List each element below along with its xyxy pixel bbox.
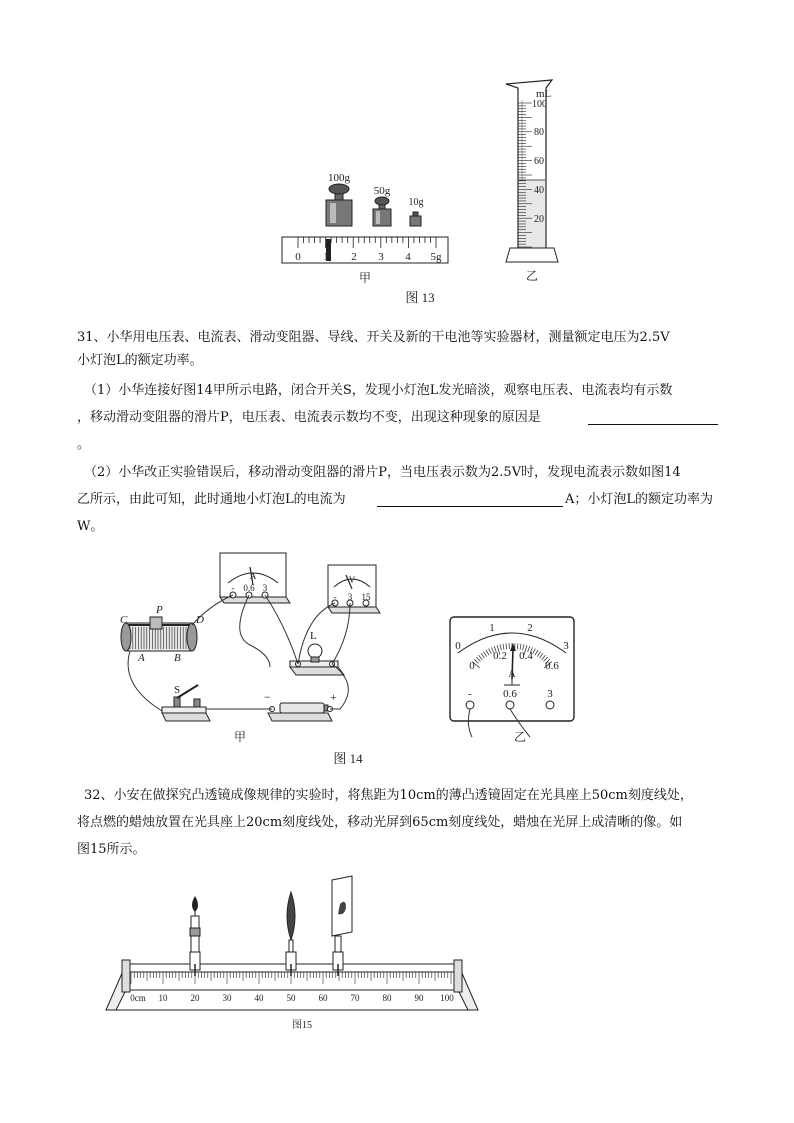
battery-minus: − — [264, 690, 271, 704]
battery-plus: + — [330, 690, 337, 704]
figure-15 — [100, 868, 490, 1038]
bench-tick-30: 30 — [222, 993, 232, 1003]
weight-100g-label: 100g — [328, 172, 350, 184]
meter-top-1: 1 — [489, 622, 495, 634]
beam-tick-3: 3 — [378, 251, 384, 263]
q31-answer-blank-1[interactable] — [588, 412, 718, 425]
meter-terminal-3: 3 — [547, 688, 553, 700]
meter-bottom-06: 0.6 — [545, 660, 559, 672]
lamp — [290, 644, 344, 675]
bench-tick-0: 0cm — [130, 993, 146, 1003]
voltmeter-terminal-neg: - — [333, 592, 337, 602]
rheostat-label-p: P — [156, 604, 163, 616]
q32-line-3: 图15所示。 — [77, 842, 146, 857]
battery — [268, 703, 333, 721]
q31-part2-line-2b: A；小灯泡L的额定功率为 — [565, 492, 714, 507]
ammeter-terminal-neg: - — [231, 583, 235, 593]
rheostat-label-a: A — [138, 652, 145, 664]
fig13-label-yi: 乙 — [525, 269, 539, 283]
ammeter-letter: A — [249, 571, 257, 581]
bench-tick-100: 100 — [440, 993, 454, 1003]
q32-line-1: 32、小安在做探究凸透镜成像规律的实验时，将焦距为10cm的薄凸透镜固定在光具座上50cm刻度线处， — [84, 788, 693, 803]
bench-tick-20: 20 — [190, 993, 200, 1003]
candle — [190, 896, 200, 976]
beam-tick-1: 1 — [323, 251, 329, 263]
rheostat-label-d: D — [196, 614, 204, 626]
fig14-label-jia: 甲 — [233, 730, 247, 744]
q31-part1-line-1: （1）小华连接好图14甲所示电路，闭合开关S，发现小灯泡L发光暗淡，观察电压表、电流表均有示数 — [84, 383, 673, 398]
bench-tick-40: 40 — [254, 993, 264, 1003]
fig13-label-jia: 甲 — [358, 271, 372, 285]
fig14-caption: 图 14 — [333, 751, 363, 766]
light-screen — [332, 876, 352, 976]
lamp-label: L — [310, 630, 317, 642]
rheostat-label-b: B — [174, 652, 181, 664]
beam-tick-0: 0 — [295, 251, 301, 263]
q31-line-1: 31、小华用电压表、电流表、滑动变阻器、导线、开关及新的干电池等实验器材，测量额定电压为2.5V — [77, 330, 670, 345]
cylinder-unit: mL — [536, 88, 552, 100]
bench-tick-10: 10 — [158, 993, 168, 1003]
cylinder-tick-60: 60 — [534, 156, 544, 167]
voltmeter-letter: V — [348, 575, 356, 585]
voltmeter — [328, 565, 380, 613]
voltmeter-terminal-3: 3 — [347, 592, 353, 602]
cylinder-tick-40: 40 — [534, 185, 544, 196]
meter-letter: A — [508, 669, 516, 680]
fig13-caption: 图 13 — [405, 290, 435, 305]
cylinder-tick-100: 100 — [532, 99, 547, 110]
beam-tick-2: 2 — [351, 251, 357, 263]
convex-lens — [286, 892, 296, 976]
meter-top-0: 0 — [455, 640, 461, 652]
meter-terminal-06: 0.6 — [503, 688, 517, 700]
meter-bottom-04: 0.4 — [519, 650, 533, 662]
voltmeter-terminal-15: 15 — [361, 592, 371, 602]
rheostat-label-c: C — [120, 614, 128, 626]
q31-line-2: 小灯泡L的额定功率。 — [77, 353, 203, 368]
weight-50g-label: 50g — [373, 185, 391, 197]
fig15-caption: 图15 — [292, 1020, 312, 1031]
figure-13 — [270, 70, 570, 315]
meter-bottom-02: 0.2 — [493, 650, 507, 662]
weight-50g — [373, 197, 391, 226]
beam-tick-4: 4 — [405, 251, 411, 263]
weight-10g — [410, 212, 421, 226]
weight-10g-label: 10g — [408, 197, 424, 208]
q31-answer-blank-2[interactable] — [377, 494, 563, 507]
q32-line-2: 将点燃的蜡烛放置在光具座上20cm刻度线处，移动光屏到65cm刻度线处，蜡烛在光屏上成清晰的像。如 — [77, 815, 683, 830]
weight-100g — [326, 184, 352, 226]
meter-top-2: 2 — [527, 622, 533, 634]
meter-terminal-neg: - — [468, 688, 472, 700]
beam-tick-5: 5g — [430, 251, 442, 263]
bench-tick-60: 60 — [318, 993, 328, 1003]
meter-bottom-0: 0 — [469, 660, 475, 672]
ammeter-terminal-06: 0.6 — [243, 583, 255, 593]
q31-part2-line-3: W。 — [77, 519, 104, 534]
balance-beam-scale — [282, 237, 448, 263]
bench-tick-70: 70 — [350, 993, 360, 1003]
fig14-label-yi: 乙 — [513, 730, 527, 744]
cylinder-tick-20: 20 — [534, 214, 544, 225]
switch — [162, 685, 210, 721]
ammeter-terminal-3: 3 — [262, 583, 268, 593]
cylinder-tick-80: 80 — [534, 127, 544, 138]
sliding-rheostat — [121, 617, 197, 651]
q31-part1-line-2: ，移动滑动变阻器的滑片P，电压表、电流表示数均不变，出现这种现象的原因是 — [77, 410, 541, 425]
switch-label: S — [174, 684, 181, 696]
figure-14 — [110, 545, 590, 770]
bench-tick-50: 50 — [286, 993, 296, 1003]
bench-tick-80: 80 — [382, 993, 392, 1003]
q31-part1-line-3: 。 — [77, 437, 91, 452]
q31-part2-line-2a: 乙所示，由此可知，此时通地小灯泡L的电流为 — [77, 492, 346, 507]
bench-tick-90: 90 — [414, 993, 424, 1003]
q31-part2-line-1: （2）小华改正实验错误后，移动滑动变阻器的滑片P，当电压表示数为2.5V时，发现电流表示数如图14 — [84, 465, 681, 480]
meter-top-3: 3 — [563, 640, 569, 652]
